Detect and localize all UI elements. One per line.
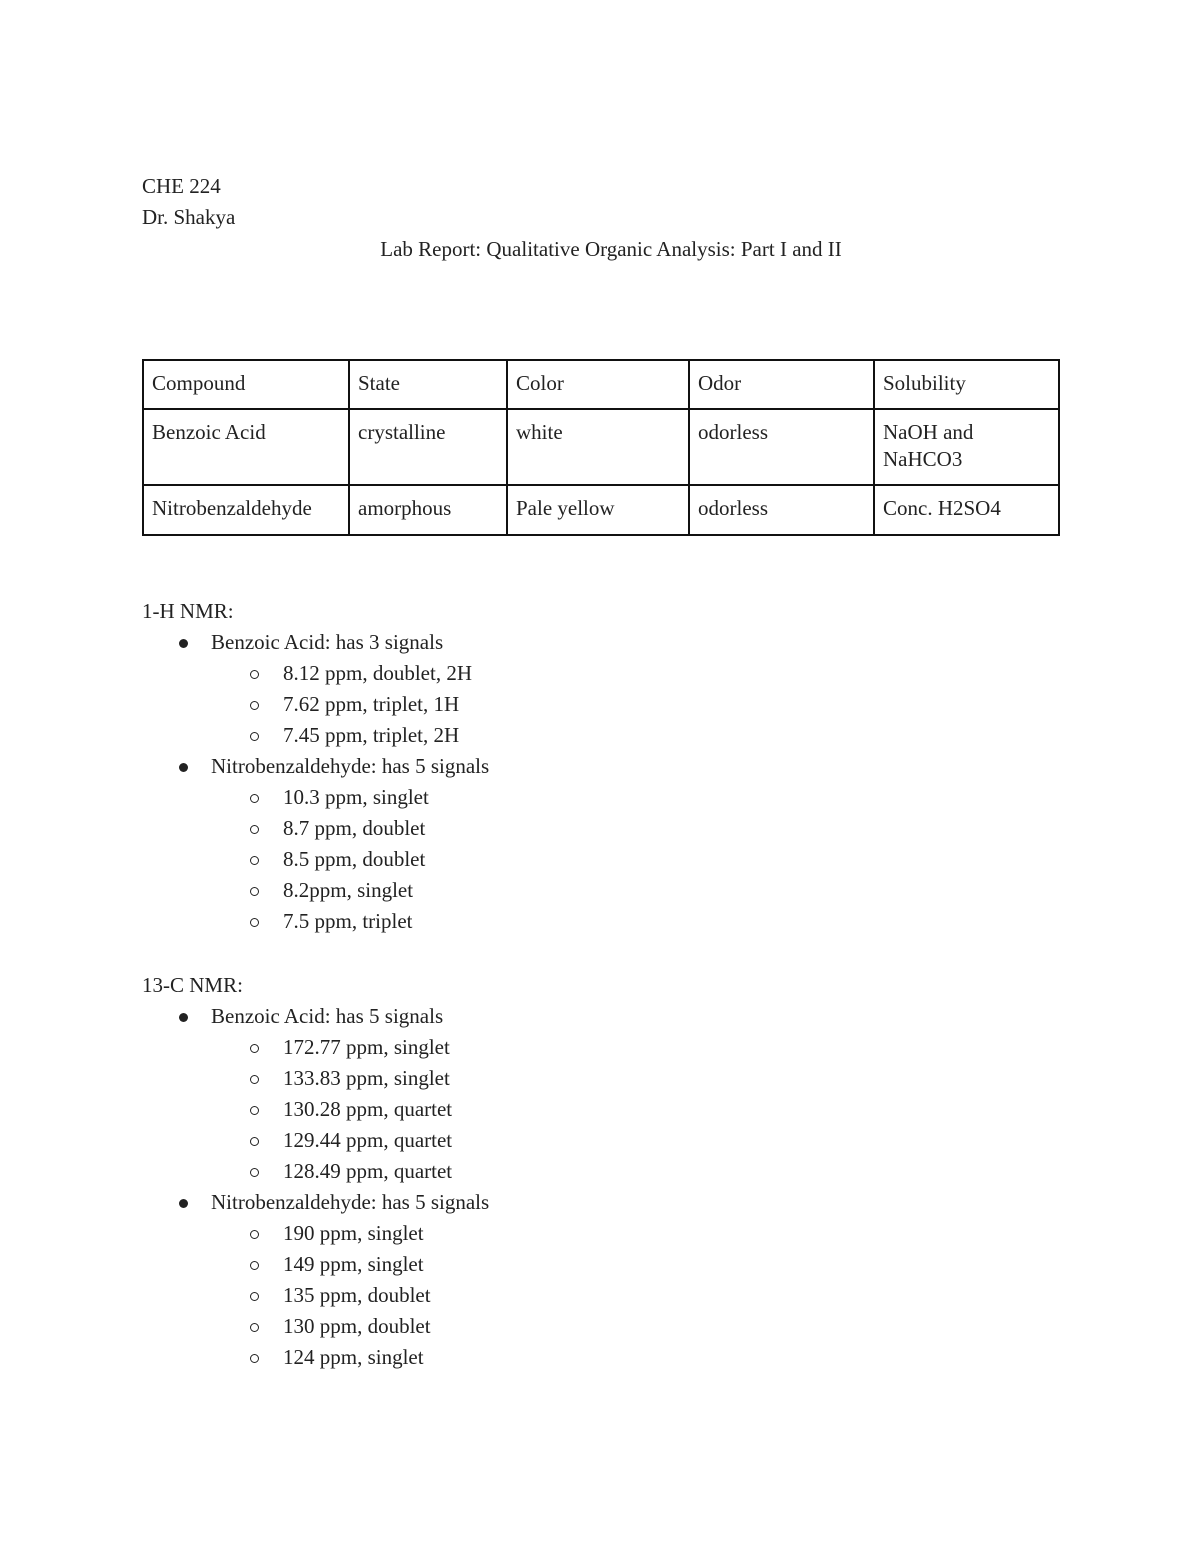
signal-text: 172.77 ppm, singlet [283, 1035, 450, 1059]
signal-item [142, 813, 489, 844]
list-item [142, 1187, 489, 1373]
bullet-circle-icon [250, 701, 259, 710]
signal-list [142, 1032, 489, 1187]
table-cell: white [507, 409, 689, 485]
bullet-circle-icon [250, 1168, 259, 1177]
table-cell: NaOH and NaHCO3 [874, 409, 1059, 485]
signal-item [142, 782, 489, 813]
signal-text: 7.62 ppm, triplet, 1H [283, 692, 460, 716]
signal-text: 129.44 ppm, quartet [283, 1128, 453, 1152]
signal-text: 7.45 ppm, triplet, 2H [283, 723, 460, 747]
h-nmr-section [142, 596, 489, 937]
header-cell: Solubility [874, 360, 1059, 409]
table-row [143, 409, 1059, 485]
course-name: CHE 224 [142, 174, 221, 198]
header-cell: Odor [689, 360, 874, 409]
list-item [142, 1001, 489, 1187]
signal-text: 124 ppm, singlet [283, 1345, 424, 1369]
signal-list [142, 658, 489, 751]
signal-item [142, 1094, 489, 1125]
c-nmr-section [142, 970, 489, 1373]
list-item [142, 751, 489, 937]
signal-item [142, 1280, 489, 1311]
table-cell: amorphous [349, 485, 507, 535]
bullet-circle-icon [250, 1261, 259, 1270]
table-header-row [143, 360, 1059, 409]
bullet-circle-icon [250, 887, 259, 896]
bullet-circle-icon [250, 1292, 259, 1301]
signal-text: 8.5 ppm, doublet [283, 847, 426, 871]
bullet-circle-icon [250, 1137, 259, 1146]
table-cell: Pale yellow [507, 485, 689, 535]
signal-text: 130.28 ppm, quartet [283, 1097, 453, 1121]
bullet-circle-icon [250, 825, 259, 834]
table-cell: odorless [689, 485, 874, 535]
compound-label: Nitrobenzaldehyde: has 5 signals [211, 1190, 490, 1214]
compound-label: Nitrobenzaldehyde: has 5 signals [211, 754, 490, 778]
bullet-circle-icon [250, 1044, 259, 1053]
report-title: Lab Report: Qualitative Organic Analysis: Part I and II [380, 237, 842, 261]
compound-list [142, 1001, 489, 1373]
signal-text: 128.49 ppm, quartet [283, 1159, 453, 1183]
signal-text: 149 ppm, singlet [283, 1252, 424, 1276]
signal-list [142, 1218, 489, 1373]
bullet-circle-icon [250, 732, 259, 741]
bullet-circle-icon [250, 1075, 259, 1084]
compound-properties-table [142, 359, 1060, 536]
table-cell: odorless [689, 409, 874, 485]
signal-text: 8.7 ppm, doublet [283, 816, 426, 840]
table-cell: Conc. H2SO4 [874, 485, 1059, 535]
signal-item [142, 1342, 489, 1373]
table-cell: crystalline [349, 409, 507, 485]
bullet-disc-icon [179, 639, 188, 648]
signal-text: 8.2ppm, singlet [283, 878, 414, 902]
signal-item [142, 906, 489, 937]
bullet-disc-icon [179, 763, 188, 772]
bullet-circle-icon [250, 856, 259, 865]
signal-item [142, 1125, 489, 1156]
signal-item [142, 875, 489, 906]
compound-label: Benzoic Acid: has 3 signals [211, 630, 444, 654]
signal-text: 133.83 ppm, singlet [283, 1066, 450, 1090]
signal-text: 190 ppm, singlet [283, 1221, 424, 1245]
bullet-circle-icon [250, 1354, 259, 1363]
signal-item [142, 720, 489, 751]
signal-item [142, 1311, 489, 1342]
compound-list [142, 627, 489, 937]
signal-text: 10.3 ppm, singlet [283, 785, 429, 809]
signal-item [142, 844, 489, 875]
header-cell: Compound [143, 360, 349, 409]
section-title: 1-H NMR: [142, 599, 234, 623]
signal-item [142, 1249, 489, 1280]
signal-list [142, 782, 489, 937]
list-item [142, 627, 489, 751]
signal-item [142, 658, 489, 689]
signal-text: 7.5 ppm, triplet [283, 909, 413, 933]
signal-item [142, 1218, 489, 1249]
signal-item [142, 1156, 489, 1187]
instructor-name: Dr. Shakya [142, 205, 236, 229]
header-cell: Color [507, 360, 689, 409]
bullet-circle-icon [250, 794, 259, 803]
table-cell: Nitrobenzaldehyde [143, 485, 349, 535]
bullet-circle-icon [250, 1323, 259, 1332]
bullet-circle-icon [250, 670, 259, 679]
bullet-disc-icon [179, 1013, 188, 1022]
header-cell: State [349, 360, 507, 409]
signal-item [142, 1063, 489, 1094]
signal-text: 8.12 ppm, doublet, 2H [283, 661, 472, 685]
bullet-disc-icon [179, 1199, 188, 1208]
bullet-circle-icon [250, 1106, 259, 1115]
signal-item [142, 689, 489, 720]
table-cell: Benzoic Acid [143, 409, 349, 485]
bullet-circle-icon [250, 918, 259, 927]
section-title: 13-C NMR: [142, 973, 243, 997]
table-row [143, 485, 1059, 535]
compound-label: Benzoic Acid: has 5 signals [211, 1004, 444, 1028]
bullet-circle-icon [250, 1230, 259, 1239]
signal-text: 130 ppm, doublet [283, 1314, 431, 1338]
signal-text: 135 ppm, doublet [283, 1283, 431, 1307]
signal-item [142, 1032, 489, 1063]
